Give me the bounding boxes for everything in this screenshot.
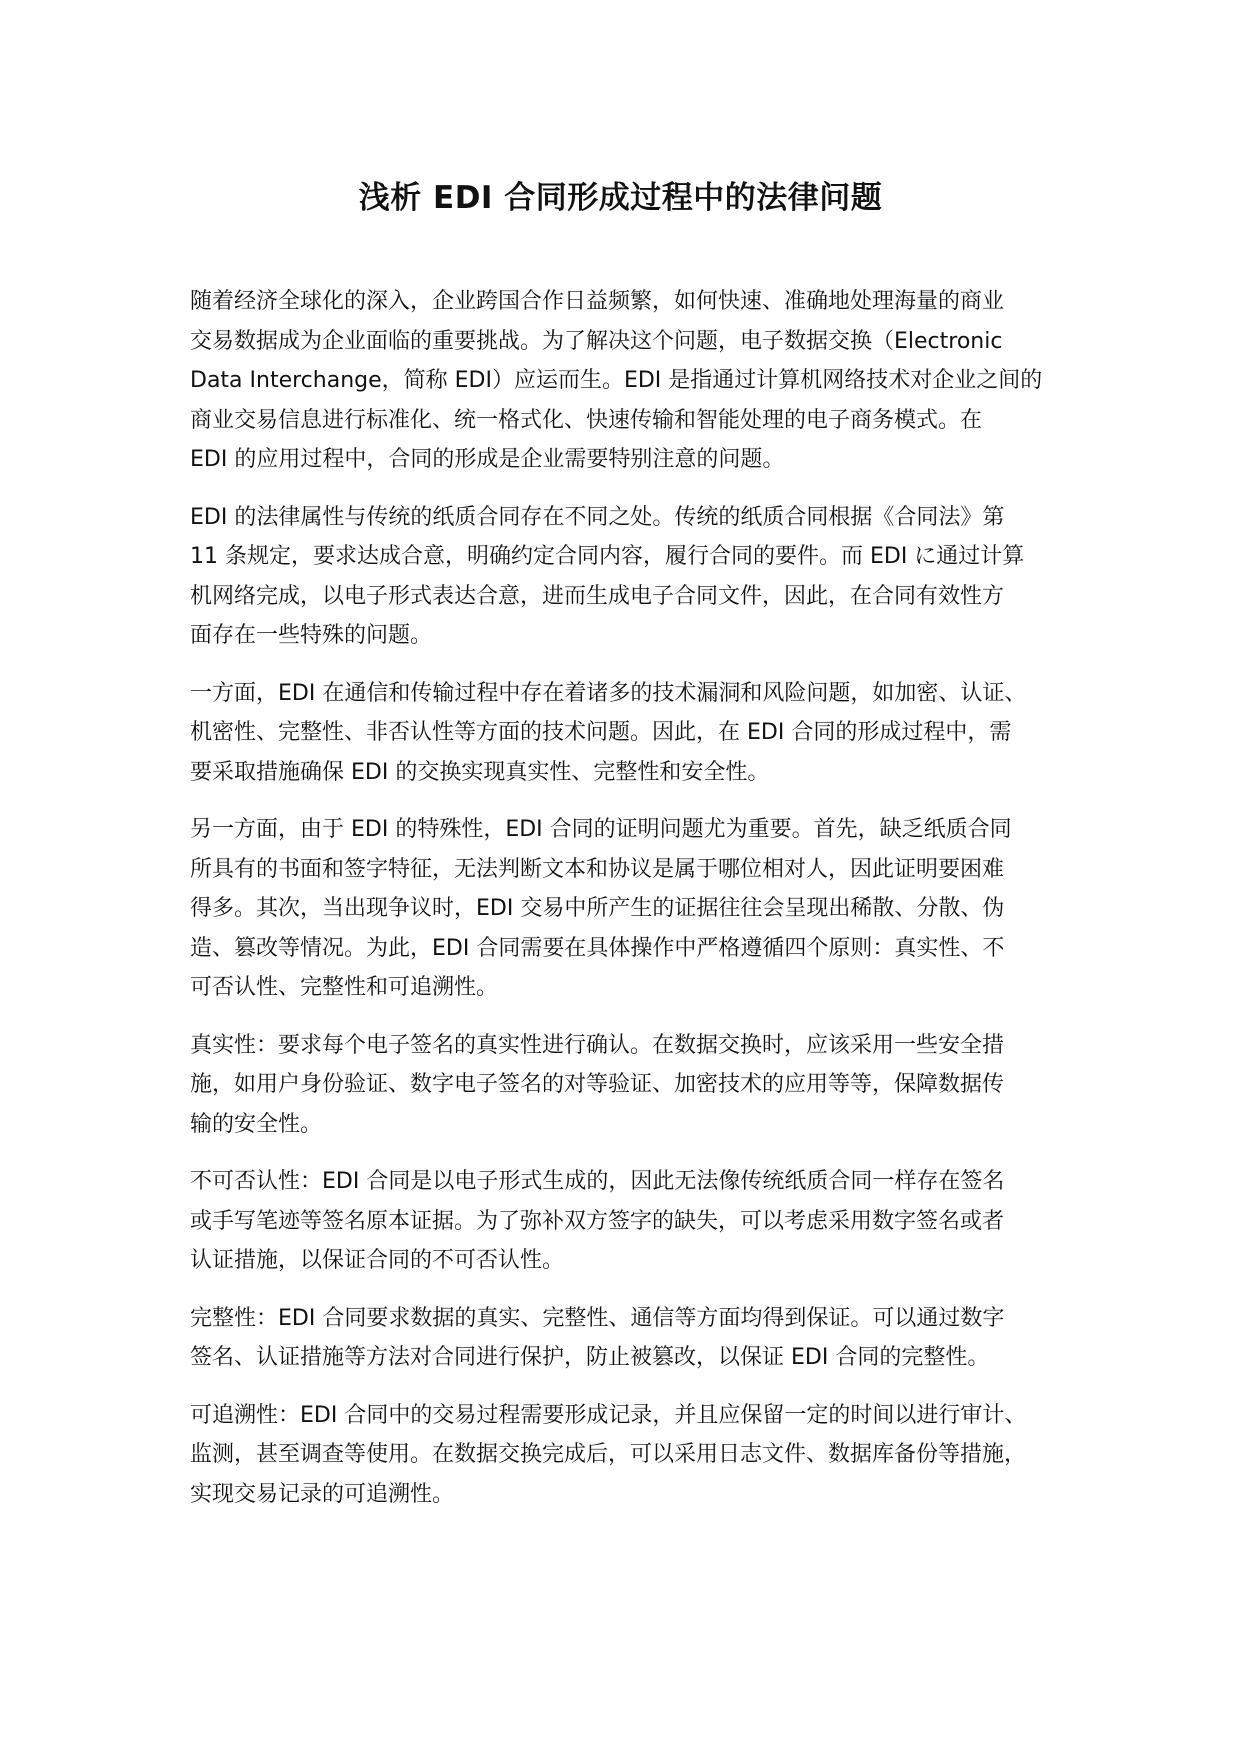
text-line: 签名、认证措施等方法对合同进行保护，防止被篡改，以保证 EDI 合同的完整性。 [190, 1345, 990, 1370]
text-line: 一方面，EDI 在通信和传输过程中存在着诸多的技术漏洞和风险问题，如加密、认证、 [190, 680, 1027, 706]
text-line: 或手写笔迹等签名原本证据。为了弥补双方签字的缺失，可以考虑采用数字签名或者 [190, 1208, 1005, 1234]
page-title: 浅析 EDI 合同形成过程中的法律问题 [358, 180, 883, 216]
paragraph [190, 498, 1070, 656]
text-line: 另一方面，由于 EDI 的特殊性，EDI 合同的证明问题尤为重要。首先，缺乏纸质合同 [190, 817, 1012, 842]
paragraph [190, 1162, 1070, 1281]
text-line: 输的安全性。 [190, 1111, 323, 1137]
text-line: Data Interchange，简称 EDI）应运而生。EDI 是指通过计算机网络技术对企业之间的 [190, 368, 1043, 393]
text-line: 不可否认性：EDI 合同是以电子形式生成的，因此无法像传统纸质合同一样存在签名 [190, 1169, 1005, 1194]
text-line: 真实性：要求每个电子签名的真实性进行确认。在数据交换时，应该采用一些安全措 [190, 1032, 1005, 1058]
text-line: 所具有的书面和签字特征，无法判断文本和协议是属于哪位相对人，因此证明要困难 [190, 856, 1005, 882]
text-line: 交易数据成为企业面临的重要挑战。为了解决这个问题，电子数据交换（Electronic [190, 328, 1003, 354]
text-line: EDI 的法律属性与传统的纸质合同存在不同之处。传统的纸质合同根据《合同法》第 [190, 504, 1005, 530]
text-line: 得多。其次，当出现争议时，EDI 交易中所产生的证据往往会呈现出稀散、分散、伪 [190, 896, 1005, 921]
paragraph [190, 1026, 1070, 1145]
paragraph [190, 1299, 1070, 1378]
text-line: 机网络完成，以电子形式表达合意，进而生成电子合同文件，因此，在合同有效性方 [190, 583, 1005, 609]
text-line: 机密性、完整性、非否认性等方面的技术问题。因此，在 EDI 合同的形成过程中，需 [190, 720, 1012, 745]
text-line: 实现交易记录的可追溯性。 [190, 1481, 455, 1507]
text-line: 监测，甚至调查等使用。在数据交换完成后，可以采用日志文件、数据库备份等措施， [190, 1442, 1027, 1467]
text-line: 面存在一些特殊的问题。 [190, 623, 433, 648]
text-line: 造、篡改等情况。为此，EDI 合同需要在具体操作中严格遵循四个原则：真实性、不 [190, 935, 1005, 961]
paragraph [190, 1396, 1070, 1515]
text-line: 完整性：EDI 合同要求数据的真实、完整性、通信等方面均得到保证。可以通过数字 [190, 1305, 1005, 1331]
text-line: 可追溯性：EDI 合同中的交易过程需要形成记录，并且应保留一定的时间以进行审计、 [190, 1402, 1027, 1428]
text-line: 认证措施，以保证合同的不可否认性。 [190, 1248, 565, 1273]
text-line: 商业交易信息进行标准化、统一格式化、快速传输和智能处理的电子商务模式。在 [190, 407, 983, 433]
text-line: 随着经济全球化的深入，企业跨国合作日益频繁，如何快速、准确地处理海量的商业 [190, 289, 1005, 314]
paragraph [190, 674, 1070, 793]
paragraph [190, 282, 1070, 480]
text-line: 施，如用户身份验证、数字电子签名的对等验证、加密技术的应用等等，保障数据传 [190, 1072, 1005, 1097]
text-line: EDI 的应用过程中，合同的形成是企业需要特别注意的问题。 [190, 447, 785, 472]
paragraph [190, 810, 1070, 1008]
text-line: 可否认性、完整性和可追溯性。 [190, 975, 499, 1000]
document-body [190, 282, 1070, 1532]
text-line: 11 条规定，要求达成合意，明确约定合同内容，履行合同的要件。而 EDI に通过计算 [190, 544, 1025, 569]
text-line: 要采取措施确保 EDI 的交换实现真实性、完整性和安全性。 [190, 759, 770, 785]
